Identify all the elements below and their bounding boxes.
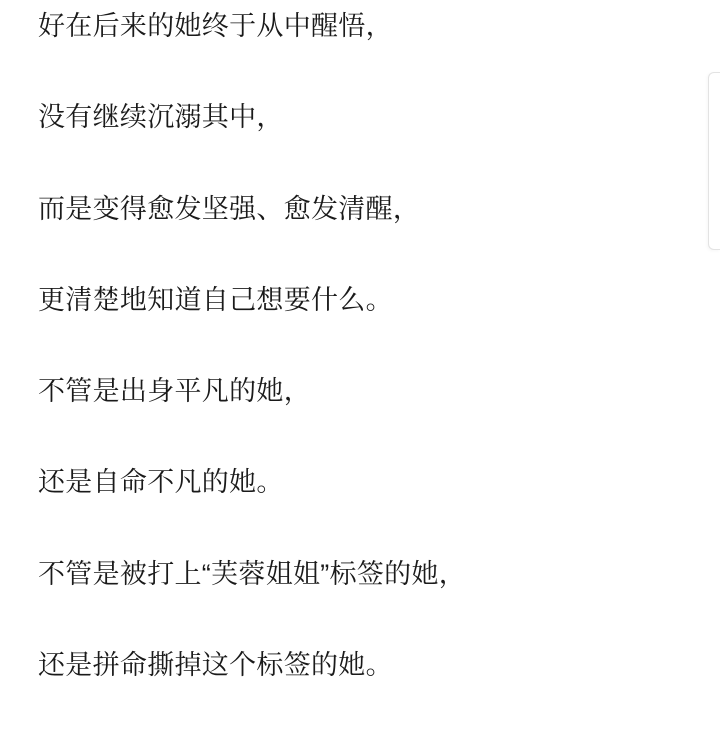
paragraph: 不管是出身平凡的她， (38, 376, 311, 406)
paragraph: 还是自命不凡的她。 (38, 467, 284, 498)
paragraph: 更清楚地知道自己想要什么。 (38, 284, 393, 315)
paragraph: 不管是被打上“芙蓉姐姐”标签的她， (38, 558, 467, 589)
paragraph: 而是变得愈发坚强、愈发清醒， (38, 193, 421, 224)
paragraph: 没有继续沉溺其中， (38, 102, 284, 133)
paragraph: 好在后来的她终于从中醒悟， (38, 11, 393, 41)
side-panel-edge[interactable] (708, 72, 720, 250)
paragraph: 还是拼命撕掉这个标签的她。 (38, 649, 393, 680)
